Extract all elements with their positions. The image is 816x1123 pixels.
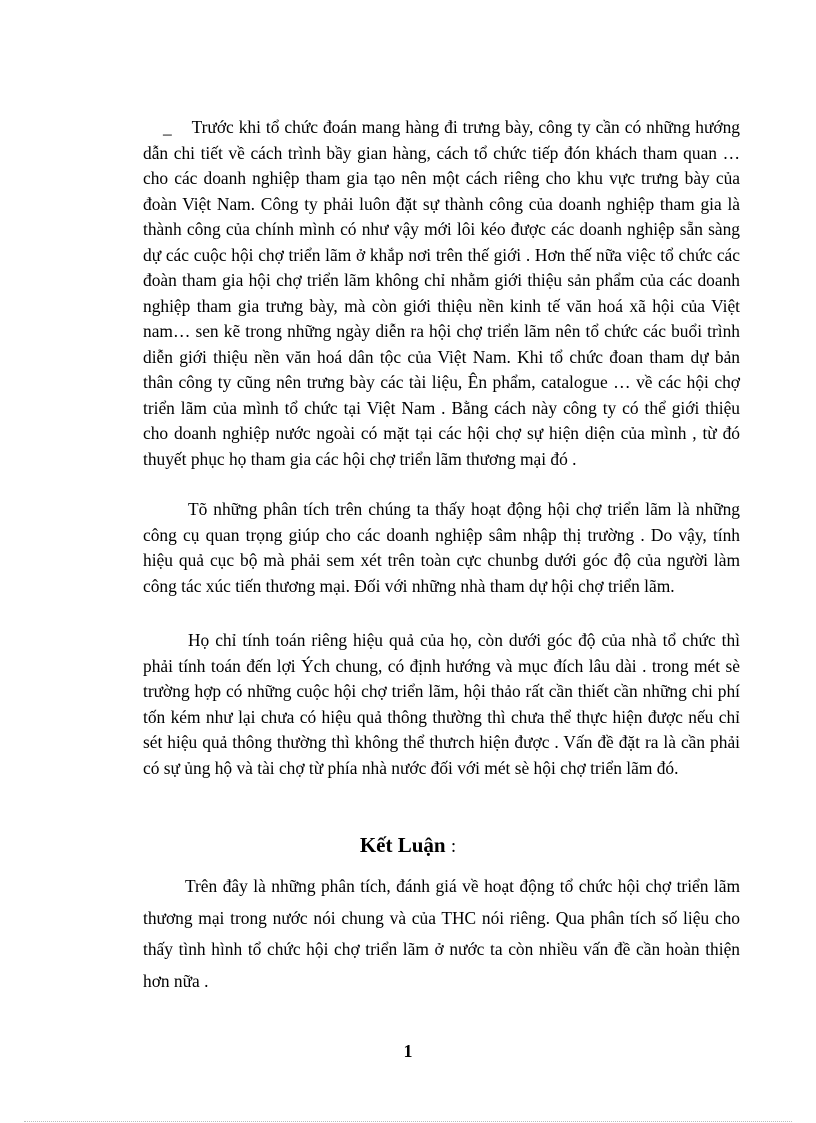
page-number: 1: [403, 1041, 413, 1061]
page-bottom-divider: [24, 1121, 792, 1122]
paragraph-1-text: Trước khi tổ chức đoán mang hàng đi trưng bày, công ty cần có những hướng dẫn chi tiết về cách trình bầy gian hàng, cách tổ chức tiếp đón khách tham quan … cho các doanh nghiệp tham gia tạo nên một cách riêng cho khu vực trưng bày của đoàn Việt Nam. Công ty phải luôn đặt sự thành công của doanh nghiệp tham gia là thành công của chính mình có như vậy mới lôi kéo được các doanh nghiệp sẵn sàng dự các cuộc hội chợ triển lãm ở khắp nơi trên thế giới . Hơn thế nữa việc tổ chức các đoàn tham gia hội chợ triển lãm không chỉ nhằm giới thiệu sản phẩm của các doanh nghiệp tham gia trưng bày, mà còn giới thiệu nền kinh tế văn hoá xã hội của Việt nam… sen kẽ trong những ngày diễn ra hội chợ triển lãm nên tổ chức các buổi trình diễn giới thiệu nền văn hoá dân tộc của Việt Nam. Khi tổ chức đoan tham dự bản thân công ty cũng nên trưng bày các tài liệu, Ên phẩm, catalogue … về các hội chợ triển lãm của mình tổ chức tại Việt Nam . Bằng cách này công ty có thể giới thiệu cho doanh nghiệp nước ngoài có mặt tại các hội chợ sự hiện diện của mình , từ đó thuyết phục họ tham gia các hội chợ triển lãm thương mại đó .: [143, 117, 741, 469]
bullet-dash: _: [163, 117, 172, 137]
conclusion-paragraph: Trên đây là những phân tích, đánh giá về hoạt động tổ chức hội chợ triển lãm thương mại trong nước nói chung và của THC nói riêng. Qua phân tích số liệu cho thấy tình hình tổ chức hội chợ triển lãm ở nước ta còn nhiều vấn đề cần hoàn thiện hơn nữa .: [143, 876, 740, 991]
conclusion-heading-text: Kết Luận: [359, 833, 446, 857]
paragraph-2: Tõ những phân tích trên chúng ta thấy hoạt động hội chợ triển lãm là những công cụ quan trọng giúp cho các doanh nghiệp sâm nhập thị trường . Do vậy, tính hiệu quả cục bộ mà phải sem xét trên toàn cực chunbg dưới góc độ của người làm công tác xúc tiến thương mại. Đối với những nhà tham dự hội chợ triển lãm.: [143, 499, 740, 596]
paragraph-1: [143, 115, 740, 472]
conclusion-heading-colon: :: [450, 836, 457, 857]
paragraph-3: Họ chỉ tính toán riêng hiệu quả của họ, còn dưới góc độ của nhà tổ chức thì phải tính toán đến lợi Ých chung, có định hướng và mục đích lâu dài . trong mét sè trường hợp có những cuộc hội chợ triển lãm, hội thảo rất cần thiết cần những chi phí tốn kém như lại chưa có hiệu quả thông thường thì chưa thể thực hiện được nếu chỉ sét hiệu quả thông thường thì không thể thưrch hiện được . Vấn đề đặt ra là cần phải có sự ủng hộ và tài chợ từ phía nhà nước đối với mét sè hội chợ triển lãm đó.: [143, 630, 740, 778]
conclusion-heading: [0, 833, 816, 858]
